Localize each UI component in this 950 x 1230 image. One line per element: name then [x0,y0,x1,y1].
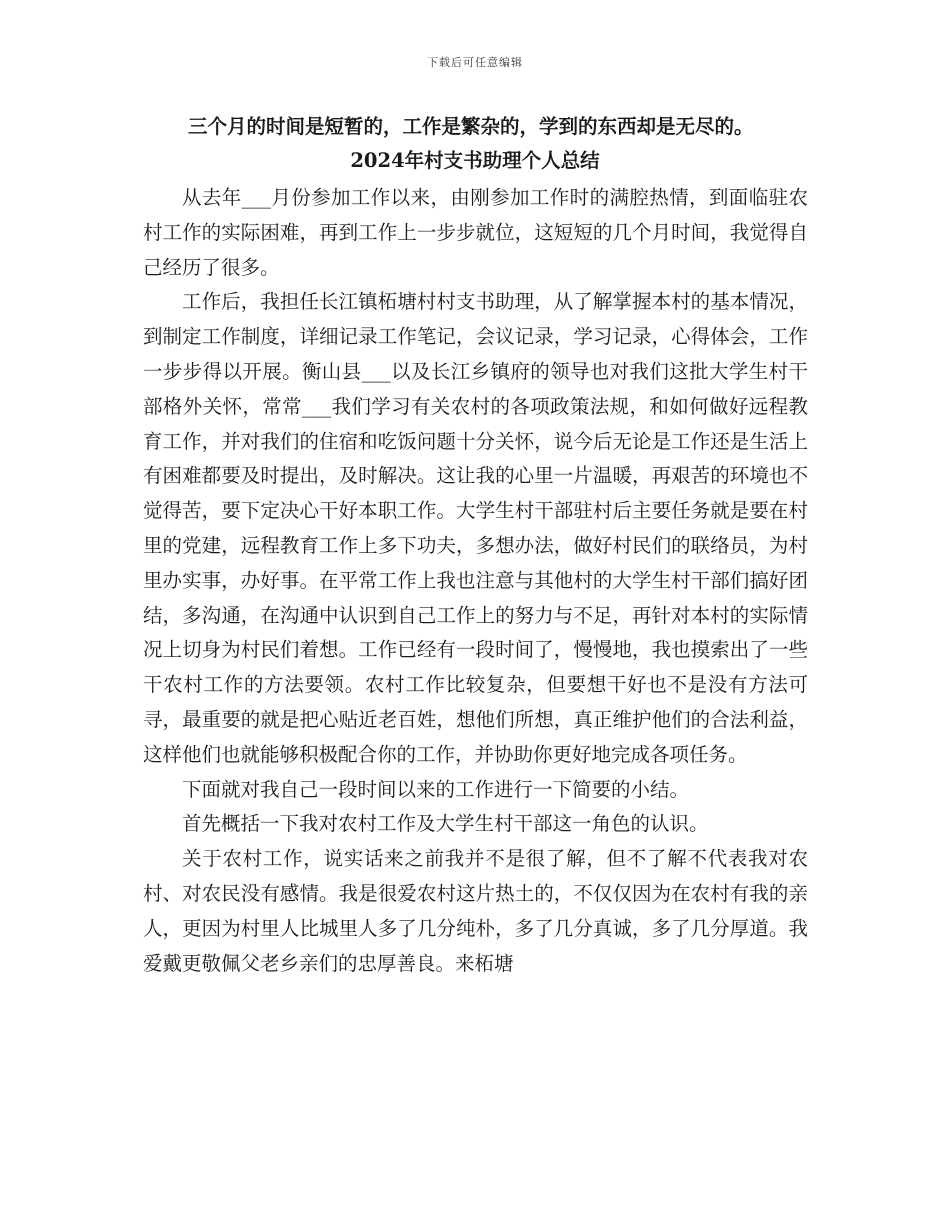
header-note: 下载后可任意编辑 [427,56,523,69]
paragraph-2: 工作后，我担任长江镇柘塘村村支书助理，从了解掌握本村的基本情况，到制定工作制度，详细记录工作笔记，会议记录，学习记录，心得体会，工作一步步得以开展。衡山县___以及长江乡镇府的领导也对我们这批大学生村干部格外关怀，常常___我们学习有关农村的各项政策法规，和如何做好远程教育工作，并对我们的住宿和吃饭问题十分关怀，说今后无论是工作还是生活上有困难都要及时提出，及时解决。这让我的心里一片温暖，再艰苦的环境也不觉得苦，要下定决心干好本职工作。大学生村干部驻村后主要任务就是要在村里的党建，远程教育工作上多下功夫，多想办法，做好村民们的联络员，为村里办实事，办好事。在平常工作上我也注意与其他村的大学生村干部们搞好团结，多沟通，在沟通中认识到自己工作上的努力与不足，再针对本村的实际情况上切身为村民们着想。工作已经有一段时间了，慢慢地，我也摸索出了一些干农村工作的方法要领。农村工作比较复杂，但要想干好也不是没有方法可寻，最重要的就是把心贴近老百姓，想他们所想，真正维护他们的合法利益，这样他们也就能够积极配合你的工作，并协助你更好地完成各项任务。 [143,290,808,766]
paragraph-5: 关于农村工作，说实话来之前我并不是很了解，但不了解不代表我对农村、对农民没有感情。我是很爱农村这片热土的，不仅仅因为在农村有我的亲人，更因为村里人比城里人多了几分纯朴，多了几分真诚，多了几分厚道。我爱戴更敬佩父老乡亲们的忠厚善良。来柘塘 [143,847,808,975]
paragraph-3: 下面就对我自己一段时间以来的工作进行一下简要的小结。 [182,777,690,801]
paragraph-4: 首先概括一下我对农村工作及大学生村干部这一角色的认识。 [182,812,709,836]
lead-sentence: 三个月的时间是短暂的，工作是繁杂的，学到的东西却是无尽的。 [188,115,754,138]
document-title: 2024年村支书助理个人总结 [350,149,600,172]
paragraph-1: 从去年___月份参加工作以来，由刚参加工作时的满腔热情，到面临驻农村工作的实际困难，再到工作上一步步就位，这短短的几个月时间，我觉得自己经历了很多。 [143,186,808,279]
document-body [143,181,808,981]
